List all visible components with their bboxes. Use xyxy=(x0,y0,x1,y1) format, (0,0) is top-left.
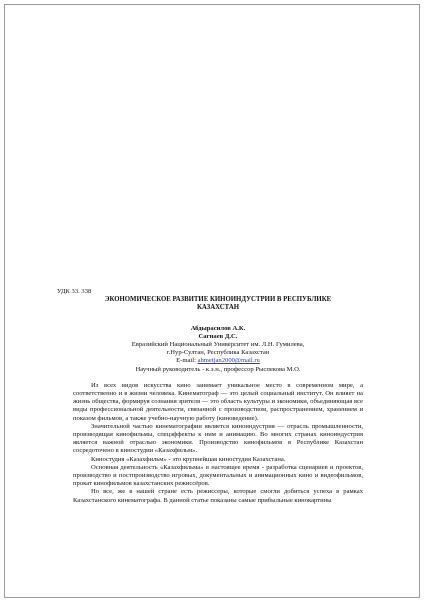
affiliation-line-1: Евразийский Национальный Университет им. Л.Н. Гумилева, xyxy=(131,341,305,349)
affiliation-line-2: г.Нур-Султан, Республика Казахстан xyxy=(166,349,270,357)
paragraph-3: Киностудия «Казахфильм» - это крупнейшая киностудия Казахстана. xyxy=(91,455,286,463)
title-line-1: ЭКОНОМИЧЕСКОЕ РАЗВИТИЕ КИНОИНДУСТРИИ В РЕСПУБЛИКЕ xyxy=(104,296,332,304)
email-link[interactable]: ahmetjan2000@mail.ru xyxy=(197,357,260,365)
author-block xyxy=(73,325,363,374)
email-label: E-mail: xyxy=(176,357,198,365)
paragraph-4: Основная деятельность «Казахфильма» в настоящее время - разработка сценариев и проектов, производство и постпроизводство игровых, документальных и анимационных кино и видеофильмов, прокат кинофильмов казахстанских режиссёров. xyxy=(73,463,363,488)
paragraph-5: Но все, же в нашей стране есть режиссеры, которые смогли добиться успеха в рамках Казахстанского кинематографа. В данной статье показаны самые прибыльные кинокартины xyxy=(73,488,363,504)
author-2: Сагнаев Д.С. xyxy=(198,332,238,340)
supervisor-line: Научный руководитель - к.э.н., профессор Рыспекова М.О. xyxy=(135,365,301,373)
email-line xyxy=(73,357,363,365)
document-page[interactable] xyxy=(4,4,420,598)
title-line-2: КАЗАХСТАН xyxy=(196,304,240,312)
udk-code: УДК 33. 338 xyxy=(57,288,92,295)
paragraph-1: Из всех видов искусства кино занимает уникальное место в современном мире, а соответственно и в жизни человека. Кинематограф — это целый социальный институт. Он влияет на жизнь общества, формируя сознания зрителя — это область культуры и экономики, объединяющая все виды профессиональной деятельности, связанной с производством, распространением, хранением и показом фильмов, а также учебно-научную работу (киноведение). xyxy=(73,381,363,422)
page-content xyxy=(57,288,363,505)
author-1: Абдырасилов А.К. xyxy=(190,324,246,332)
paragraph-2: Значительной частью кинематографии является киноиндустрия — отрасль промышленности, производящая кинофильмы, спецэффекты к ним и анимацию. Во многих странах киноиндустрия является важной отраслью экономики. Производство кинофильмов в Республике Казахстан сосредоточено в киностудии «Казахфильм». xyxy=(73,422,363,455)
article-body xyxy=(73,382,363,505)
paper-title xyxy=(73,296,363,312)
